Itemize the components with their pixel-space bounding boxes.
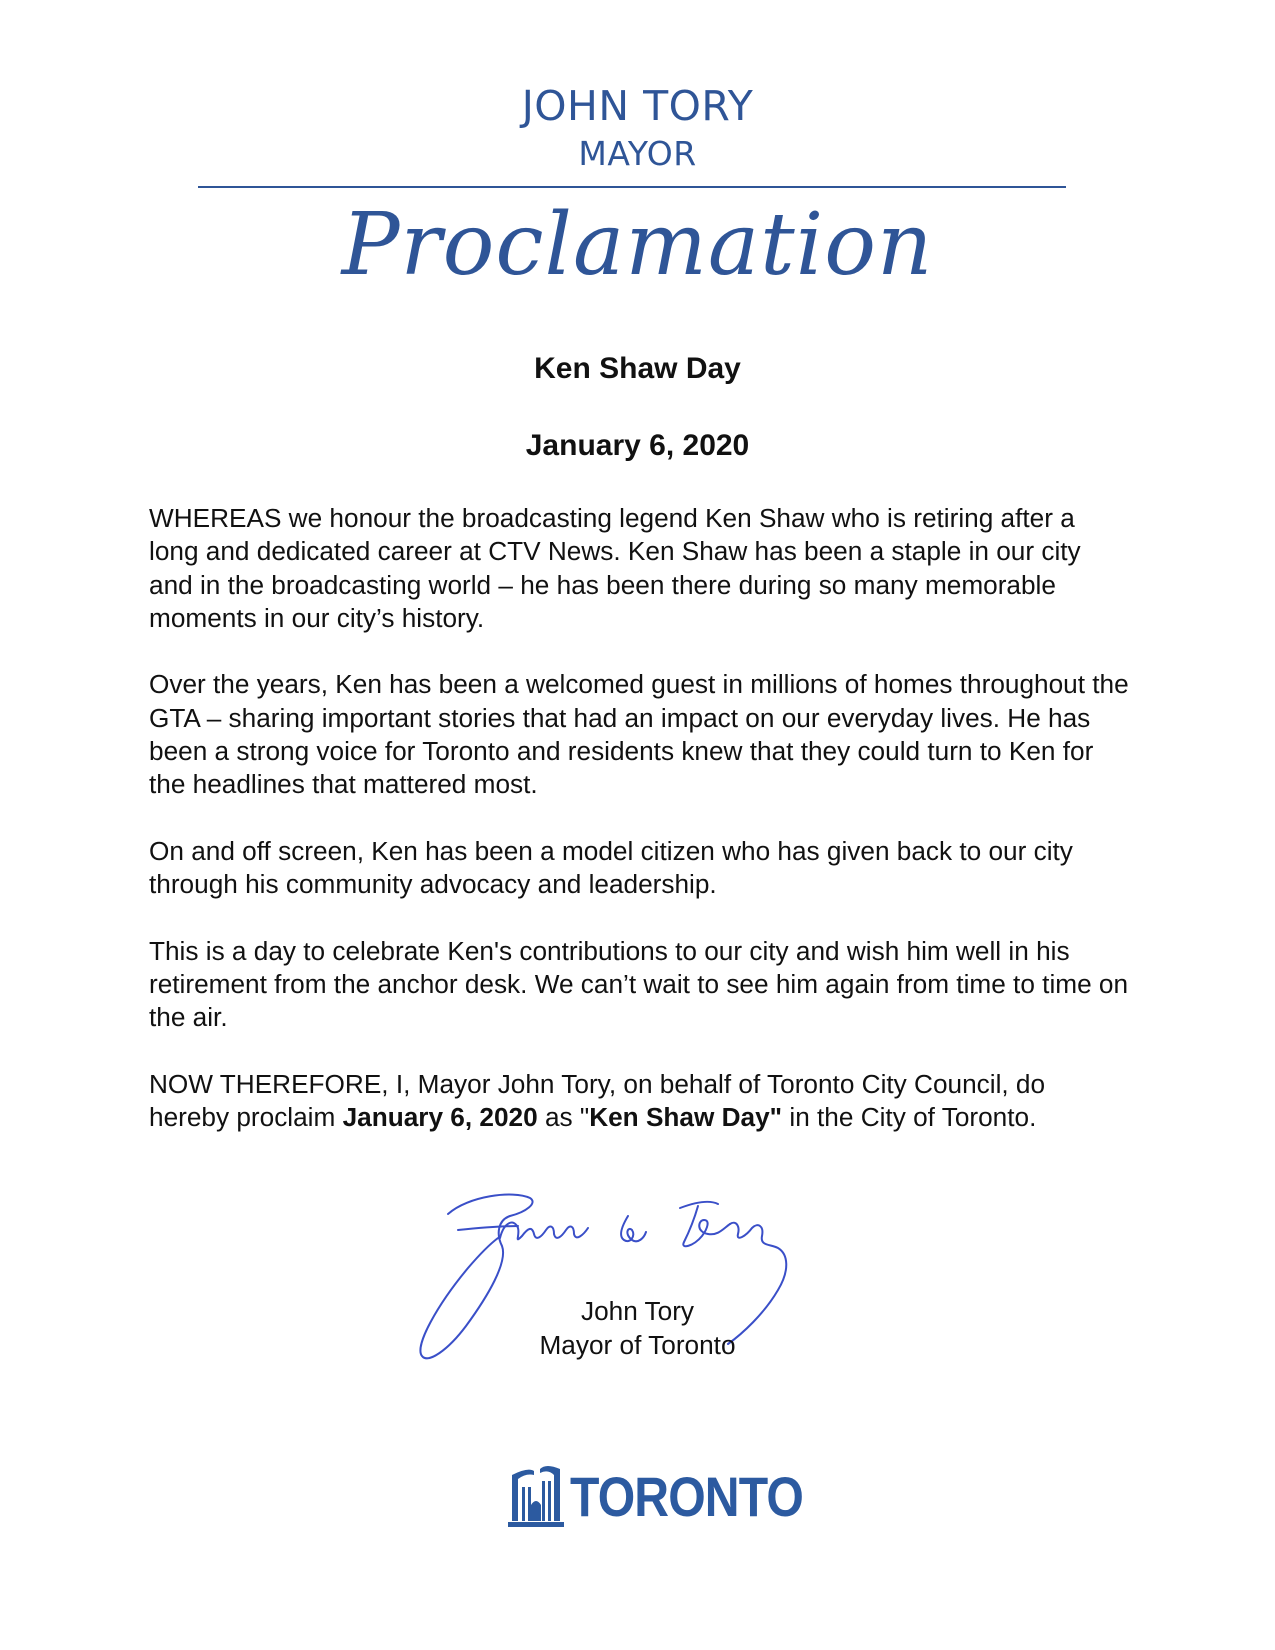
closing-middle: as " bbox=[537, 1102, 590, 1133]
proclamation-title: Ken Shaw Day bbox=[534, 352, 741, 385]
paragraph-over-the-years: Over the years, Ken has been a welcomed guest in millions of homes throughout the GTA – sharing important stories that had an impact on our everyday lives. He has been a strong voice for Toronto and residents knew that they could turn to Ken for the headlines that mattered most. bbox=[149, 669, 1129, 800]
proclamation-date: January 6, 2020 bbox=[525, 429, 750, 462]
closing-intro: NOW THEREFORE, I, Mayor John Tory, on behalf of Toronto City Council, do hereby proclaim bbox=[149, 1069, 1046, 1133]
letterhead-divider bbox=[198, 186, 1066, 188]
signatory-name: John Tory bbox=[580, 1296, 695, 1326]
toronto-logo bbox=[506, 1462, 841, 1532]
paragraph-whereas: WHEREAS we honour the broadcasting legend Ken Shaw who is retiring after a long and dedicated career at CTV News. Ken Shaw has been a staple in our city and in the broadcasting world – he has been there during so many memorable moments in our city’s history. bbox=[149, 503, 1081, 633]
paragraph-now-therefore bbox=[149, 1068, 1129, 1135]
closing-day-name: Ken Shaw Day" bbox=[589, 1102, 783, 1133]
letterhead-name: JOHN TORY bbox=[521, 82, 754, 130]
signatory-title: Mayor of Toronto bbox=[539, 1330, 736, 1360]
closing-outro: in the City of Toronto. bbox=[782, 1102, 1037, 1133]
proclamation-body bbox=[149, 502, 1129, 1168]
toronto-wordmark: TORONTO bbox=[570, 1465, 804, 1528]
paragraph-on-and-off-screen: On and off screen, Ken has been a model citizen who has given back to our city through his community advocacy and leadership. bbox=[149, 835, 1073, 900]
document-type-heading: Proclamation bbox=[341, 195, 934, 295]
letterhead-title: MAYOR bbox=[578, 134, 697, 173]
city-hall-icon bbox=[506, 1465, 566, 1529]
closing-date: January 6, 2020 bbox=[342, 1102, 538, 1133]
paragraph-celebrate: This is a day to celebrate Ken's contributions to our city and wish him well in his retirement from the anchor desk. We can’t wait to see him again from time to time on the air. bbox=[149, 935, 1129, 1033]
